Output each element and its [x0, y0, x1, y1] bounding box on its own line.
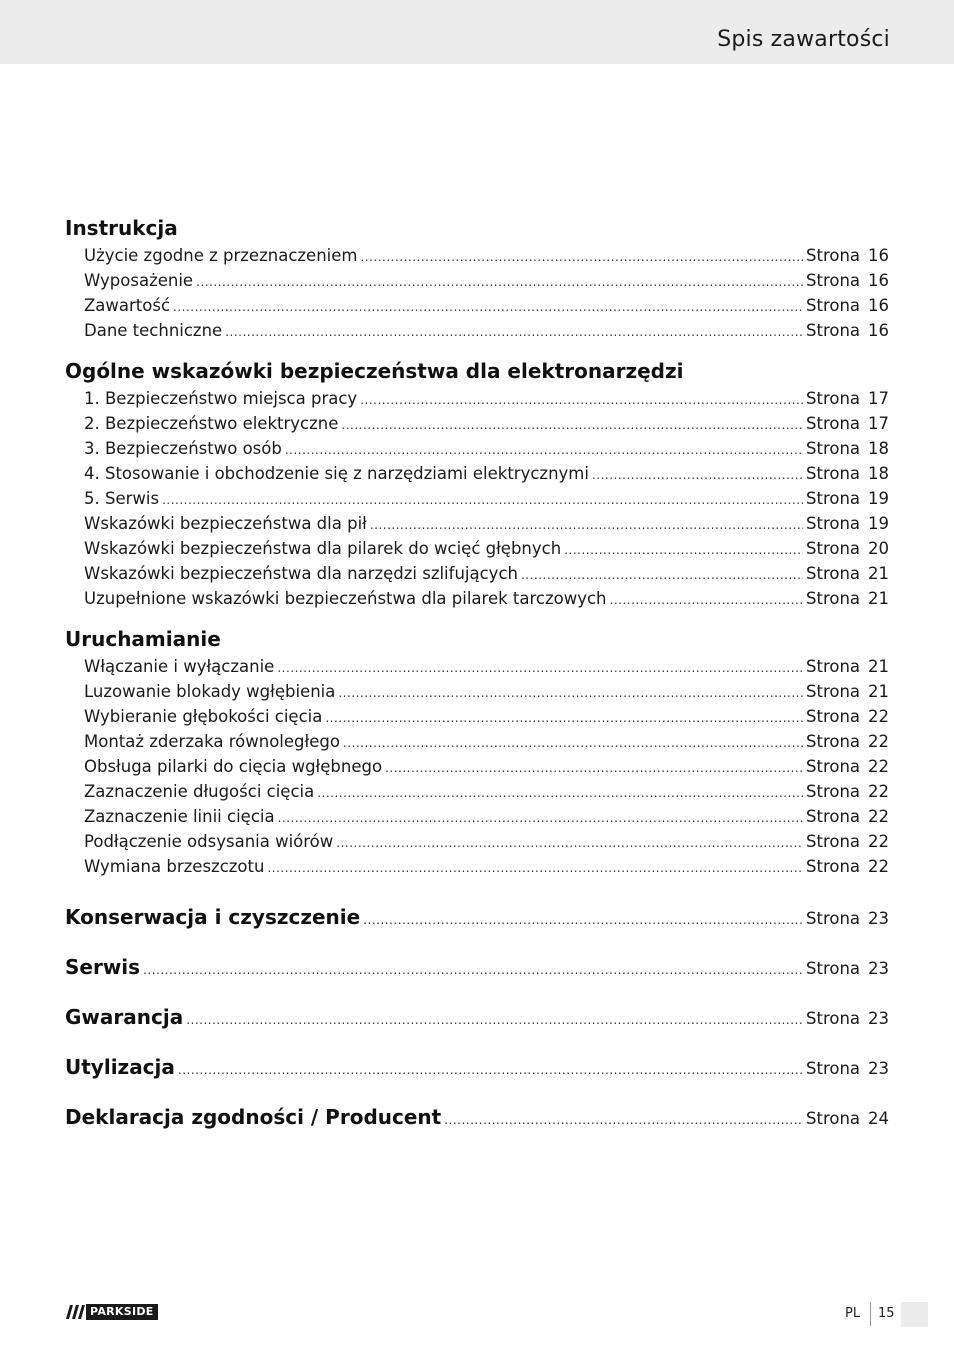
toc-entry — [65, 536, 889, 561]
entry-page-number: 23 — [868, 909, 889, 928]
toc-entry — [65, 486, 889, 511]
entry-page-number: 23 — [868, 959, 889, 978]
entry-label: 4. Stosowanie i obchodzenie się z narzędziami elektrycznymi — [84, 464, 589, 483]
entry-page-number: 22 — [868, 732, 889, 751]
dot-leader — [385, 756, 803, 781]
toc-section — [65, 624, 889, 879]
toc-heading-entry — [65, 992, 889, 1042]
dot-leader — [360, 245, 803, 270]
entry-label: Uzupełnione wskazówki bezpieczeństwa dla pilarek tarczowych — [84, 589, 607, 608]
entry-label: Włączanie i wyłączanie — [84, 657, 275, 676]
dot-leader — [610, 588, 803, 613]
entry-label: Użycie zgodne z przeznaczeniem — [84, 246, 358, 265]
strona-label: Strona — [806, 832, 861, 851]
dot-leader — [444, 1095, 803, 1145]
toc-entry — [65, 854, 889, 879]
strona-label: Strona — [806, 959, 861, 978]
toc-entry — [65, 704, 889, 729]
entry-label: Dane techniczne — [84, 321, 223, 340]
toc-entry — [65, 561, 889, 586]
entry-label: Zaznaczenie linii cięcia — [84, 807, 275, 826]
entry-label: 3. Bezpieczeństwo osób — [84, 439, 282, 458]
entry-label: Wyposażenie — [84, 271, 194, 290]
strona-label: Strona — [806, 489, 861, 508]
toc-heading-entry — [65, 1042, 889, 1092]
strona-label: Strona — [806, 682, 861, 701]
dot-leader — [343, 731, 803, 756]
strona-label: Strona — [806, 464, 861, 483]
table-of-contents — [65, 213, 889, 1142]
dot-leader — [360, 388, 803, 413]
entry-label: 1. Bezpieczeństwo miejsca pracy — [84, 389, 358, 408]
entry-page-number: 22 — [868, 757, 889, 776]
toc-entry — [65, 243, 889, 268]
strona-label: Strona — [806, 857, 861, 876]
language-code: PL — [845, 1306, 861, 1321]
strona-label: Strona — [806, 414, 861, 433]
entry-page-number: 22 — [868, 807, 889, 826]
section-heading: Konserwacja i czyszczenie — [65, 905, 361, 929]
section-heading: Utylizacja — [65, 1055, 175, 1079]
toc-entry — [65, 654, 889, 679]
dot-leader — [173, 295, 803, 320]
dot-leader — [564, 538, 803, 563]
entry-page-number: 16 — [868, 246, 889, 265]
toc-entry — [65, 436, 889, 461]
strona-label: Strona — [806, 246, 861, 265]
strona-label: Strona — [806, 514, 861, 533]
dot-leader — [186, 995, 803, 1045]
toc-entry — [65, 679, 889, 704]
dot-leader — [277, 656, 803, 681]
section-heading: Gwarancja — [65, 1005, 184, 1029]
entry-page-number: 22 — [868, 782, 889, 801]
strona-label: Strona — [806, 589, 861, 608]
strona-label: Strona — [806, 296, 861, 315]
entry-page-number: 19 — [868, 514, 889, 533]
entry-page-number: 23 — [868, 1059, 889, 1078]
entry-page-number: 24 — [868, 1109, 889, 1128]
strona-label: Strona — [806, 389, 861, 408]
toc-entry — [65, 754, 889, 779]
toc-entry — [65, 829, 889, 854]
logo-stripes-icon — [66, 1305, 85, 1319]
parkside-logo — [66, 1303, 178, 1321]
toc-entry — [65, 411, 889, 436]
dot-leader — [143, 945, 803, 995]
entry-label: 2. Bezpieczeństwo elektryczne — [84, 414, 339, 433]
section-heading: Instrukcja — [65, 216, 178, 240]
section-heading: Serwis — [65, 955, 141, 979]
entry-page-number: 21 — [868, 589, 889, 608]
entry-page-number: 22 — [868, 832, 889, 851]
entry-page-number: 16 — [868, 271, 889, 290]
entry-label: Obsługa pilarki do cięcia wgłębnego — [84, 757, 383, 776]
dot-leader — [363, 895, 803, 945]
logo-text: PARKSIDE — [86, 1304, 158, 1320]
dot-leader — [370, 513, 803, 538]
entry-page-number: 22 — [868, 707, 889, 726]
entry-page-number: 23 — [868, 1009, 889, 1028]
dot-leader — [341, 413, 803, 438]
strona-label: Strona — [806, 321, 861, 340]
toc-entry — [65, 386, 889, 411]
dot-leader — [267, 856, 803, 881]
dot-leader — [178, 1045, 803, 1095]
entry-label: Wskazówki bezpieczeństwa dla pilarek do wcięć głębnych — [84, 539, 562, 558]
dot-leader — [225, 320, 803, 345]
entry-label: Wybieranie głębokości cięcia — [84, 707, 323, 726]
toc-entry — [65, 729, 889, 754]
toc-heading-entry — [65, 892, 889, 942]
dot-leader — [592, 463, 803, 488]
strona-label: Strona — [806, 1059, 861, 1078]
strona-label: Strona — [806, 757, 861, 776]
dot-leader — [278, 806, 803, 831]
entry-label: Montaż zderzaka równoległego — [84, 732, 340, 751]
entry-page-number: 21 — [868, 682, 889, 701]
entry-label: 5. Serwis — [84, 489, 160, 508]
page-title: Spis zawartości — [717, 27, 890, 52]
toc-section — [65, 356, 889, 611]
entry-page-number: 19 — [868, 489, 889, 508]
toc-entry — [65, 779, 889, 804]
entry-label: Wskazówki bezpieczeństwa dla narzędzi szlifujących — [84, 564, 518, 583]
dot-leader — [317, 781, 803, 806]
toc-entry — [65, 586, 889, 611]
entry-label: Zawartość — [84, 296, 171, 315]
entry-label: Wskazówki bezpieczeństwa dla pił — [84, 514, 367, 533]
strona-label: Strona — [806, 539, 861, 558]
page-number: 15 — [878, 1306, 895, 1321]
entry-page-number: 20 — [868, 539, 889, 558]
entry-page-number: 18 — [868, 464, 889, 483]
strona-label: Strona — [806, 707, 861, 726]
footer-divider — [870, 1302, 871, 1326]
strona-label: Strona — [806, 564, 861, 583]
strona-label: Strona — [806, 1109, 861, 1128]
strona-label: Strona — [806, 1009, 861, 1028]
entry-page-number: 22 — [868, 857, 889, 876]
toc-heading-entry — [65, 1092, 889, 1142]
strona-label: Strona — [806, 909, 861, 928]
section-heading: Deklaracja zgodności / Producent — [65, 1105, 442, 1129]
entry-page-number: 17 — [868, 414, 889, 433]
strona-label: Strona — [806, 657, 861, 676]
strona-label: Strona — [806, 732, 861, 751]
entry-label: Wymiana brzeszczotu — [84, 857, 265, 876]
entry-label: Podłączenie odsysania wiórów — [84, 832, 334, 851]
entry-page-number: 16 — [868, 296, 889, 315]
strona-label: Strona — [806, 439, 861, 458]
dot-leader — [336, 831, 803, 856]
dot-leader — [338, 681, 803, 706]
toc-entry — [65, 318, 889, 343]
section-heading: Ogólne wskazówki bezpieczeństwa dla elektronarzędzi — [65, 359, 684, 383]
section-heading: Uruchamianie — [65, 627, 221, 651]
strona-label: Strona — [806, 807, 861, 826]
toc-section — [65, 213, 889, 343]
toc-entry — [65, 804, 889, 829]
toc-entry — [65, 293, 889, 318]
dot-leader — [521, 563, 803, 588]
strona-label: Strona — [806, 271, 861, 290]
dot-leader — [196, 270, 803, 295]
dot-leader — [285, 438, 803, 463]
entry-page-number: 16 — [868, 321, 889, 340]
toc-entry — [65, 511, 889, 536]
entry-label: Zaznaczenie długości cięcia — [84, 782, 315, 801]
entry-page-number: 21 — [868, 657, 889, 676]
page-tab — [901, 1302, 928, 1327]
toc-heading-entry — [65, 942, 889, 992]
dot-leader — [325, 706, 803, 731]
toc-entry — [65, 268, 889, 293]
entry-page-number: 21 — [868, 564, 889, 583]
entry-page-number: 17 — [868, 389, 889, 408]
strona-label: Strona — [806, 782, 861, 801]
toc-entry — [65, 461, 889, 486]
entry-page-number: 18 — [868, 439, 889, 458]
dot-leader — [162, 488, 803, 513]
entry-label: Luzowanie blokady wgłębienia — [84, 682, 336, 701]
